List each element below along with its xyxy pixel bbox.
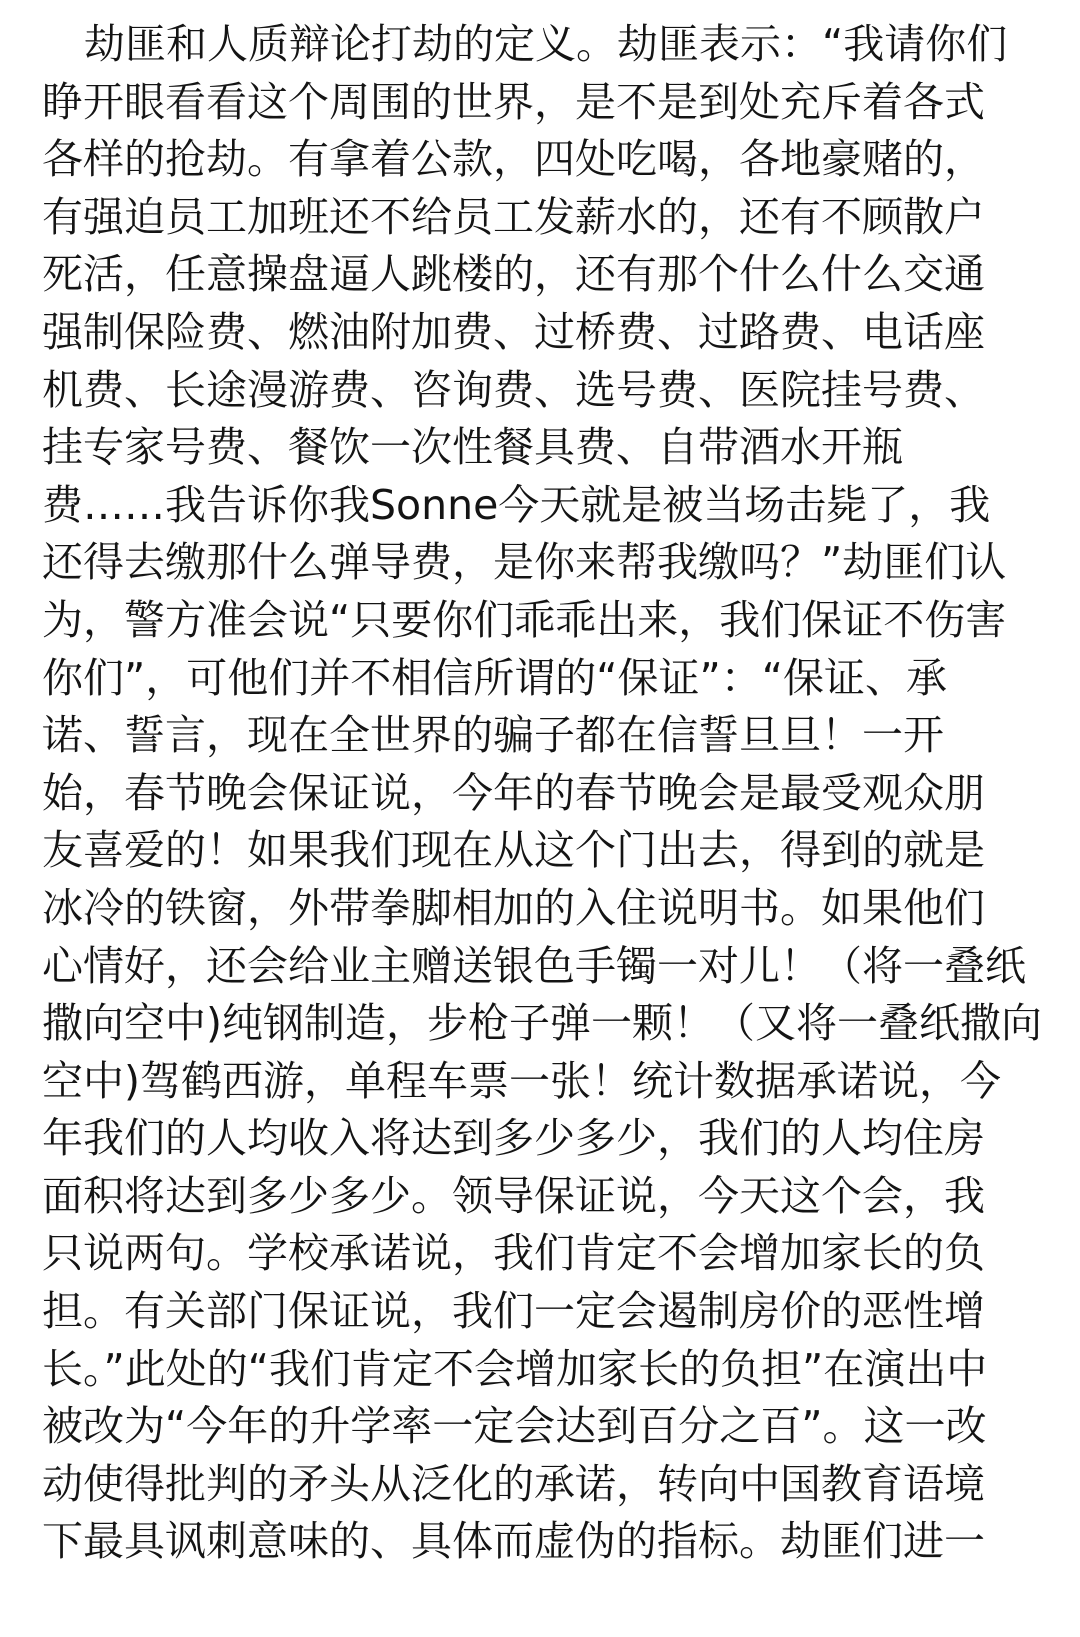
text-line: 年我们的人均收入将达到多少多少，我们的人均住房: [42, 1114, 985, 1163]
text-line: 担。有关部门保证说，我们一定会遏制房价的恶性增: [42, 1287, 985, 1336]
text-line: 空中)驾鹤西游，单程车票一张！统计数据承诺说，今: [42, 1056, 1001, 1105]
text-line: 强制保险费、燃油附加费、过桥费、过路费、电话座: [42, 307, 985, 356]
text-line: 你们”，可他们并不相信所谓的“保证”：“保证、承: [42, 653, 947, 702]
text-line: 动使得批判的矛头从泛化的承诺，转向中国教育语境: [42, 1459, 985, 1508]
text-line: 为，警方准会说“只要你们乖乖出来，我们保证不伤害: [42, 595, 1007, 644]
text-line: 挂专家号费、餐饮一次性餐具费、自带酒水开瓶: [42, 423, 903, 472]
text-line: 面积将达到多少多少。领导保证说，今天这个会，我: [42, 1171, 985, 1220]
text-line: 睁开眼看看这个周围的世界，是不是到处充斥着各式: [42, 77, 985, 126]
text-line: 只说两句。学校承诺说，我们肯定不会增加家长的负: [42, 1229, 985, 1278]
text-line: 费……我告诉你我Sonne今天就是被当场击毙了，我: [42, 480, 991, 529]
article-paragraph: [42, 16, 1042, 1571]
text-line: 下最具讽刺意味的、具体而虚伪的指标。劫匪们进一: [42, 1517, 985, 1566]
text-line: 还得去缴那什么弹导费，是你来帮我缴吗？”劫匪们认: [42, 538, 1007, 587]
text-line: 友喜爱的！如果我们现在从这个门出去，得到的就是: [42, 826, 985, 875]
text-line: 劫匪和人质辩论打劫的定义。劫匪表示：“我请你们: [84, 20, 1008, 68]
text-line: 心情好，还会给业主赠送银色手镯一对儿！（将一叠纸: [42, 941, 1026, 990]
text-line: 始，春节晚会保证说，今年的春节晚会是最受观众朋: [42, 768, 985, 817]
text-line: 长。”此处的“我们肯定不会增加家长的负担”在演出中: [42, 1344, 988, 1393]
text-line: 冰冷的铁窗，外带拳脚相加的入住说明书。如果他们: [42, 883, 985, 932]
text-line: 机费、长途漫游费、咨询费、选号费、医院挂号费、: [42, 365, 985, 414]
text-line: 诺、誓言，现在全世界的骗子都在信誓旦旦！一开: [42, 711, 944, 760]
text-line: 各样的抢劫。有拿着公款，四处吃喝，各地豪赌的，: [42, 135, 985, 184]
text-line: 有强迫员工加班还不给员工发薪水的，还有不顾散户: [42, 192, 985, 241]
text-line: 撒向空中)纯钢制造，步枪子弹一颗！（又将一叠纸撒向: [42, 999, 1042, 1048]
text-line: 被改为“今年的升学率一定会达到百分之百”。这一改: [42, 1402, 987, 1451]
text-line: 死活，任意操盘逼人跳楼的，还有那个什么什么交通: [42, 250, 985, 299]
